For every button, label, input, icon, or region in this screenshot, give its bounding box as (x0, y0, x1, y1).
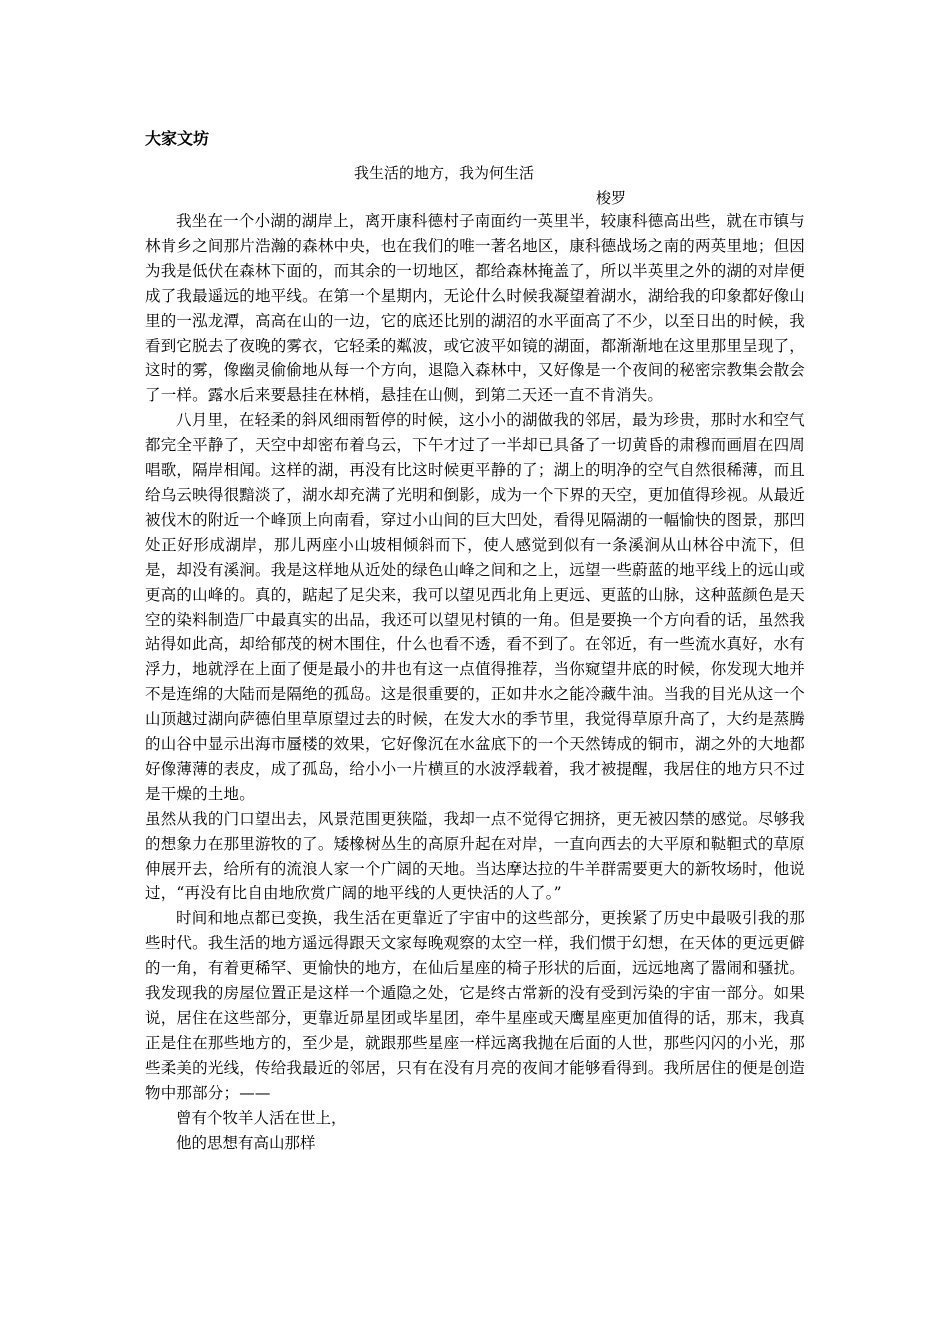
paragraph-4: 时间和地点都已变换，我生活在更靠近了宇宙中的这些部分，更挨紧了历史中最吸引我的那些时代。我生活的地方遥远得跟天文家每晚观察的太空一样，我们惯于幻想，在天体的更远更僻的一角，有着更稀罕、更愉快的地方，在仙后星座的椅子形状的后面，远远地离了嚣闹和骚扰。我发现我的房屋位置正是这样一个遁隐之处，它是终古常新的没有受到污染的宇宙一部分。如果说，居住在这些部分，更靠近昴星团或毕星团，牵牛星座或天鹰星座更加值得的话，那末，我真正是住在那些地方的，至少是，就跟那些星座一样远离我抛在后面的人世，那些闪闪的小光，那些柔美的光线，传给我最近的邻居，只有在没有月亮的夜间才能够看得到。我所居住的便是创造物中那部分；—— (145, 909, 805, 1102)
paragraph-1: 我坐在一个小湖的湖岸上，离开康科德村子南面约一英里半，较康科德高出些，就在市镇与林肯乡之间那片浩瀚的森林中央，也在我们的唯一著名地区，康科德战场之南的两英里地；但因为我是低伏在森林下面的，而其余的一切地区，都给森林掩盖了，所以半英里之外的湖的对岸便成了我最遥远的地平线。在第一个星期内，无论什么时候我凝望着湖水，湖给我的印象都好像山里的一泓龙潭，高高在山的一边，它的底还比别的湖沼的水平面高了不少，以至日出的时候，我看到它脱去了夜晚的雾衣，它轻柔的粼波，或它波平如镜的湖面，都渐渐地在这里那里呈现了，这时的雾，像幽灵偷偷地从每一个方向，退隐入森林中，又好像是一个夜间的秘密宗教集会散会了一样。露水后来要悬挂在林梢，悬挂在山侧，到第二天还一直不肯消失。 (145, 212, 805, 405)
paragraph-2: 八月里，在轻柔的斜风细雨暂停的时候，这小小的湖做我的邻居，最为珍贵，那时水和空气都完全平静了，天空中却密布着乌云，下午才过了一半却已具备了一切黄昏的肃穆而画眉在四周唱歌，隔岸相闻。这样的湖，再没有比这时候更平静的了；湖上的明净的空气自然很稀薄，而且给乌云映得很黯淡了，湖水却充满了光明和倒影，成为一个下界的天空，更加值得珍视。从最近被伐木的附近一个峰顶上向南看，穿过小山间的巨大凹处，看得见隔湖的一幅愉快的图景，那凹处正好形成湖岸，那儿两座小山坡相倾斜而下，使人感觉到似有一条溪涧从山林谷中流下，但是，却没有溪涧。我是这样地从近处的绿色山峰之间和之上，远望一些蔚蓝的地平线上的远山或更高的山峰的。真的，踮起了足尖来，我可以望见西北角上更远、更蓝的山脉，这种蓝颜色是天空的染料制造厂中最真实的出品，我还可以望见村镇的一角。但是要换一个方向看的话，虽然我站得如此高，却给郁茂的树木围住，什么也看不透，看不到了。在邻近，有一些流水真好，水有浮力，地就浮在上面了便是最小的井也有这一点值得推荐，当你窥望井底的时候，你发现大地并不是连绵的大陆而是隔绝的孤岛。这是很重要的，正如井水之能冷藏牛油。当我的目光从这一个山顶越过湖向萨德伯里草原望过去的时候，在发大水的季节里，我觉得草原升高了，大约是蒸腾的山谷中显示出海市蜃楼的效果，它好像沉在水盆底下的一个天然铸成的铜市，湖之外的大地都好像薄薄的表皮，成了孤岛，给小小一片横亘的水波浮载着，我才被提醒，我居住的地方只不过是干燥的土地。 (145, 411, 805, 803)
verse-line-1: 曾有个牧羊人活在世上， (176, 1108, 347, 1127)
article-body (145, 209, 805, 1155)
article-title: 我生活的地方，我为何生活 (354, 164, 535, 182)
verse-line-2: 他的思想有高山那样 (176, 1133, 316, 1152)
section-header: 大家文坊 (145, 129, 210, 148)
paragraph-3: 虽然从我的门口望出去，风景范围更狭隘，我却一点不觉得它拥挤，更无被囚禁的感觉。尽够我的想象力在那里游牧的了。矮橡树丛生的高原升起在对岸，一直向西去的大平原和鞑靼式的草原伸展开去，给所有的流浪人家一个广阔的天地。当达摩达拉的牛羊群需要更大的新牧场时，他说过，“再没有比自由地欣赏广阔的地平线的人更快活的人了。” (145, 809, 805, 903)
author-name: 梭罗 (596, 189, 627, 207)
